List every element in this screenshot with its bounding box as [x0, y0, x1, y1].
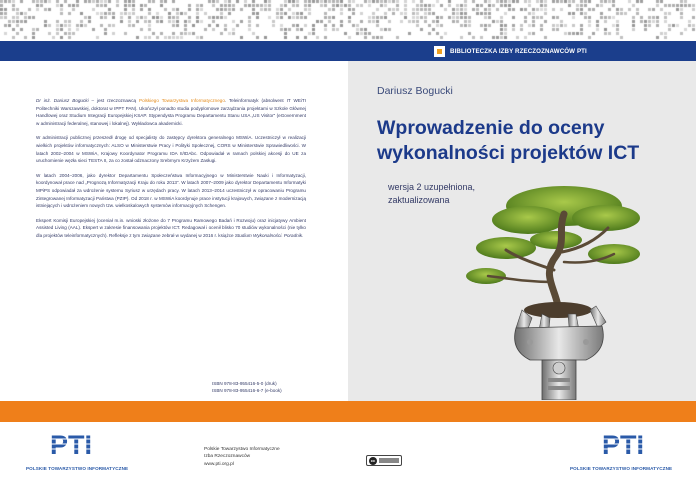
book-title-line-1: Wprowadzenie do oceny [377, 117, 605, 139]
orange-band [0, 401, 696, 422]
pti-logo-right [570, 432, 673, 471]
publisher-info [204, 446, 280, 468]
bio-paragraph-1 [36, 97, 306, 127]
cc-icon: cc [370, 458, 376, 463]
bio-text: – jest rzeczoznawcą [88, 98, 139, 103]
pti-logo-text: PTI [49, 432, 93, 458]
series-label [434, 41, 587, 61]
robotic-hand [515, 306, 606, 400]
edition-line-1: wersja 2 uzupełniona, [388, 182, 476, 192]
creative-commons-license-icon [366, 455, 402, 466]
publisher-url[interactable]: www.pti.org.pl [204, 461, 234, 467]
bio-text: . [302, 232, 304, 238]
bio-book-title: Studium Wykonalności. Poradnik [234, 232, 303, 238]
series-logo-icon [434, 46, 445, 57]
pti-logo-left [26, 432, 129, 471]
top-blue-band [0, 41, 696, 61]
isbn-print: ISBN 978-83-955416-5-0 (druk) [212, 381, 277, 386]
bonsai-roots [524, 302, 592, 318]
isbn-block [212, 380, 282, 394]
bio-highlight: Polskiego Towarzystwa Informatycznego [139, 98, 225, 103]
publisher-line-1: Polskie Towarzystwo Informatyczne [204, 447, 280, 452]
bio-paragraph-2: W administracji publicznej przeszedł drogę od specjalisty do zastępcy dyrektora generalnego MSWiA. Uczestniczył w realizacji wielkich projektów informatycznych: ALSO w Ministerstwie Pracy i Polityki Społecznej, CORS w Ministerstwie Sprawiedliwości. W latach 2002–2004 w MSWiA, Krajowy Koordynator Programu IDA II/IDAbc. Odpowiadał w ramach polskiej akcesji do UE za uruchomienie węzła sieci TESTA II, za co został odznaczony Srebrnym Krzyżem Zasługi. [36, 135, 306, 164]
pti-logo-icon [586, 432, 660, 458]
bio-text: . Teleinformatyk (absolwent IT WEiTI Politechniki Warszawskiej, doktorat w IPPT PAN). Ukończył ponadto studia podyplomowe zarządzania projektami w Szkole Głównej Handlowej oraz Studium Integracji Europejskiej KSAP. Stypendysta Programu Departamentu Stanu USA „US Visitor” (eGovernment w administracji federalnej, stanowej i lokalnej). Wykładowca akademicki. [36, 98, 306, 126]
pixel-pattern-header [0, 0, 696, 40]
isbn-ebook: ISBN 978-83-955416-6-7 (e-book) [212, 388, 282, 393]
publisher-line-2: Izba Rzeczoznawców [204, 454, 251, 460]
book-author: Dariusz Bogucki [377, 85, 453, 97]
pti-name-left: POLSKIE TOWARZYSTWO INFORMATYCZNE [26, 466, 129, 471]
bio-paragraph-3: W latach 2004–2006, jako dyrektor Departamentu Społeczeństwa Informacyjnego w Ministerstwie Nauki i Informatyzacji, koordynował prace nad „Prognozą Informatyzacji Kraju do roku 2013”. W latach 2007–2009 jako dyrektor Departamentu Informatyki MPiPS odpowiadał za wdrożenie systemu Syriusz w urzędach pracy. W latach 2013–2014 uczestniczył w opracowaniu Programu Zintegrowanej Informatyzacji Państwa (PZIP). Od 2018 r. w MSWiA koordynuje prace instytucji krajowych, związane z modernizacją istniejących i wdrożeniem nowych tzw. wielkoskalowych systemów informacyjnych Schengen. [36, 172, 306, 209]
robotic-hand-bonsai-illustration [446, 178, 676, 400]
bio-text: Ekspert Komisji Europejskiej (oceniał m.in. wnioski złożone do 7 Programu Ramowego Badań i Rozwoju) oraz inicjatywy Ambient Assisted Living (AAL). Ekspert w zakresie finansowania projektów ICT. Redagował i ocenił blisko 70 studiów wykonalności (nie tylko dla projektów teleinformatycznych). Refleksje z tym związane zebrał w wydanej w 2016 r. książce [36, 217, 306, 238]
pti-name-right: POLSKIE TOWARZYSTWO INFORMATYCZNE [570, 466, 673, 471]
author-bio [36, 97, 306, 247]
series-label-text: BIBLIOTECZKA IZBY RZECZOZNAWCÓW PTI [450, 47, 587, 55]
pti-logo-text: PTI [601, 432, 645, 458]
bio-paragraph-4 [36, 217, 306, 240]
edition-line-2: zaktualizowana [388, 194, 450, 205]
book-title [377, 116, 677, 165]
book-title-line-2: wykonalności projektów ICT [377, 141, 640, 164]
bio-author-name: Dr inż. Dariusz Bogucki [36, 98, 89, 103]
pti-logo-icon [34, 432, 108, 458]
cc-bar [379, 458, 399, 463]
